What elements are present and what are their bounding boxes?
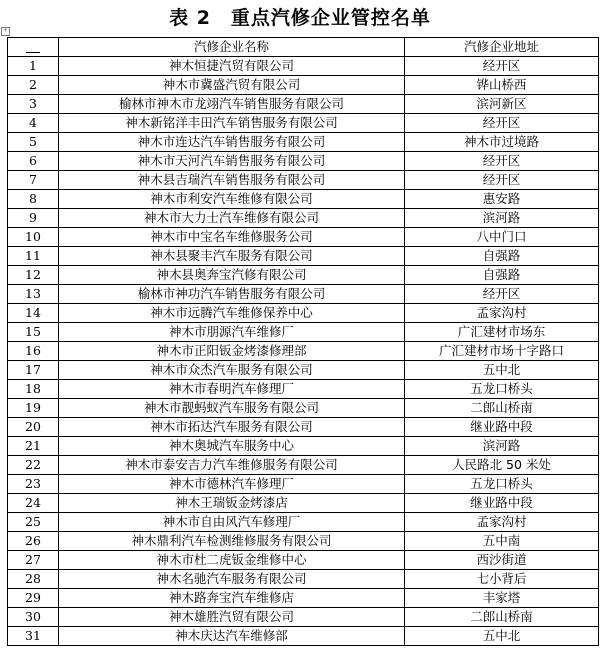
- table-row: [8, 532, 599, 551]
- row-number: 2: [8, 76, 59, 95]
- table-row: [8, 304, 599, 323]
- row-enterprise-name: 神木市自由风汽车修理厂: [59, 513, 405, 532]
- row-enterprise-name: 神木市朋源汽车维修厂: [59, 323, 405, 342]
- row-number: 24: [8, 494, 59, 513]
- row-enterprise-address: 经开区: [405, 57, 599, 76]
- row-enterprise-name: 神木鼎利汽车检测维修服务有限公司: [59, 532, 405, 551]
- row-enterprise-address: 五中北: [405, 627, 599, 646]
- row-enterprise-address: 五中北: [405, 361, 599, 380]
- row-enterprise-address: 西沙街道: [405, 551, 599, 570]
- row-number: 13: [8, 285, 59, 304]
- row-number: 16: [8, 342, 59, 361]
- row-enterprise-name: 神木市大力士汽车维修有限公司: [59, 209, 405, 228]
- page-title: 表 2 重点汽修企业管控名单: [169, 7, 431, 29]
- table-row: [8, 589, 599, 608]
- row-enterprise-name: 神木市泰安吉力汽车维修服务有限公司: [59, 456, 405, 475]
- row-enterprise-name: 神木市众杰汽车服务有限公司: [59, 361, 405, 380]
- row-enterprise-address: 二郎山桥南: [405, 399, 599, 418]
- row-enterprise-address: 自强路: [405, 247, 599, 266]
- row-number: 3: [8, 95, 59, 114]
- row-enterprise-name: 神木市远腾汽车维修保养中心: [59, 304, 405, 323]
- table-row: [8, 494, 599, 513]
- row-enterprise-address: 滨河新区: [405, 95, 599, 114]
- row-enterprise-address: 孟家沟村: [405, 513, 599, 532]
- row-number: 26: [8, 532, 59, 551]
- row-number: 28: [8, 570, 59, 589]
- table-move-handle[interactable]: +: [2, 27, 9, 34]
- row-enterprise-address: 经开区: [405, 285, 599, 304]
- enterprise-table: [7, 37, 599, 646]
- table-row: [8, 513, 599, 532]
- row-enterprise-address: 经开区: [405, 114, 599, 133]
- table-row: [8, 285, 599, 304]
- header-enterprise-name: 汽修企业名称: [59, 38, 405, 57]
- table-row: [8, 76, 599, 95]
- table-row: [8, 209, 599, 228]
- table-row: [8, 190, 599, 209]
- row-number: 31: [8, 627, 59, 646]
- table-row: [8, 475, 599, 494]
- row-enterprise-address: 惠安路: [405, 190, 599, 209]
- row-number: 8: [8, 190, 59, 209]
- table-row: [8, 228, 599, 247]
- row-enterprise-name: 榆林市神木市龙翊汽车销售服务有限公司: [59, 95, 405, 114]
- table-row: [8, 608, 599, 627]
- row-number: 5: [8, 133, 59, 152]
- table-row: [8, 266, 599, 285]
- row-enterprise-address: 丰家塔: [405, 589, 599, 608]
- row-enterprise-name: 神木市拓达汽车服务有限公司: [59, 418, 405, 437]
- row-enterprise-name: 神木名驰汽车服务有限公司: [59, 570, 405, 589]
- table-row: [8, 152, 599, 171]
- row-number: 14: [8, 304, 59, 323]
- row-enterprise-name: 神木市中宝名车维修服务公司: [59, 228, 405, 247]
- table-row: [8, 399, 599, 418]
- row-enterprise-name: 神木市冀盛汽贸有限公司: [59, 76, 405, 95]
- row-enterprise-address: 七小背后: [405, 570, 599, 589]
- table-row: [8, 114, 599, 133]
- row-enterprise-name: 神木市德林汽车修理厂: [59, 475, 405, 494]
- row-enterprise-address: 继业路中段: [405, 494, 599, 513]
- row-enterprise-address: 二郎山桥南: [405, 608, 599, 627]
- row-enterprise-address: 经开区: [405, 171, 599, 190]
- table-row: [8, 342, 599, 361]
- header-number: [8, 38, 59, 57]
- row-enterprise-name: 神木市利安汽车维修有限公司: [59, 190, 405, 209]
- row-enterprise-name: 神木新铭洋丰田汽车销售服务有限公司: [59, 114, 405, 133]
- row-number: 20: [8, 418, 59, 437]
- table-row: [8, 551, 599, 570]
- row-number: 23: [8, 475, 59, 494]
- row-enterprise-address: 广汇建材市场东: [405, 323, 599, 342]
- row-number: 30: [8, 608, 59, 627]
- row-enterprise-address: 神木市过境路: [405, 133, 599, 152]
- table-row: [8, 418, 599, 437]
- row-enterprise-name: 神木庆达汽车维修部: [59, 627, 405, 646]
- row-number: 10: [8, 228, 59, 247]
- row-number: 15: [8, 323, 59, 342]
- row-enterprise-name: 神木市连达汽车销售服务有限公司: [59, 133, 405, 152]
- row-enterprise-name: 神木县聚丰汽车服务有限公司: [59, 247, 405, 266]
- row-number: 11: [8, 247, 59, 266]
- table-row: [8, 361, 599, 380]
- row-enterprise-address: 人民路北 50 米处: [405, 456, 599, 475]
- row-enterprise-address: 五龙口桥头: [405, 380, 599, 399]
- row-number: 25: [8, 513, 59, 532]
- row-enterprise-address: 五龙口桥头: [405, 475, 599, 494]
- row-enterprise-address: 八中门口: [405, 228, 599, 247]
- row-enterprise-name: 榆林市神功汽车销售服务有限公司: [59, 285, 405, 304]
- row-number: 29: [8, 589, 59, 608]
- row-number: 1: [8, 57, 59, 76]
- table-row: [8, 133, 599, 152]
- row-enterprise-address: 铧山桥西: [405, 76, 599, 95]
- row-enterprise-name: 神木恒捷汽贸有限公司: [59, 57, 405, 76]
- row-enterprise-name: 神木县奥奔宝汽修有限公司: [59, 266, 405, 285]
- table-row: [8, 57, 599, 76]
- row-number: 21: [8, 437, 59, 456]
- row-enterprise-name: 神木路奔宝汽车维修店: [59, 589, 405, 608]
- row-number: 19: [8, 399, 59, 418]
- row-enterprise-address: 五中南: [405, 532, 599, 551]
- header-enterprise-address: 汽修企业地址: [405, 38, 599, 57]
- table-row: [8, 95, 599, 114]
- row-enterprise-name: 神木县吉瑞汽车销售服务有限公司: [59, 171, 405, 190]
- row-enterprise-name: 神木雄胜汽贸有限公司: [59, 608, 405, 627]
- row-enterprise-address: 经开区: [405, 152, 599, 171]
- row-enterprise-name: 神木市正阳钣金烤漆修理部: [59, 342, 405, 361]
- table-row: [8, 380, 599, 399]
- row-number: 27: [8, 551, 59, 570]
- row-enterprise-address: 滨河路: [405, 437, 599, 456]
- row-enterprise-address: 自强路: [405, 266, 599, 285]
- row-enterprise-name: 神木市杜二虎钣金维修中心: [59, 551, 405, 570]
- row-enterprise-address: 广汇建材市场十字路口: [405, 342, 599, 361]
- row-enterprise-name: 神木市靓蚂蚁汽车服务有限公司: [59, 399, 405, 418]
- row-enterprise-address: 孟家沟村: [405, 304, 599, 323]
- table-row: [8, 171, 599, 190]
- table-row: [8, 570, 599, 589]
- table-header-row: [8, 38, 599, 57]
- table-row: [8, 323, 599, 342]
- table-row: [8, 456, 599, 475]
- table-row: [8, 437, 599, 456]
- row-enterprise-name: 神木市春明汽车修理厂: [59, 380, 405, 399]
- row-number: 4: [8, 114, 59, 133]
- row-number: 18: [8, 380, 59, 399]
- row-enterprise-address: 继业路中段: [405, 418, 599, 437]
- row-enterprise-name: 神木市天河汽车销售服务有限公司: [59, 152, 405, 171]
- row-enterprise-name: 神木奥城汽车服务中心: [59, 437, 405, 456]
- table-row: [8, 627, 599, 646]
- row-enterprise-address: 滨河路: [405, 209, 599, 228]
- row-number: 17: [8, 361, 59, 380]
- row-number: 22: [8, 456, 59, 475]
- row-number: 12: [8, 266, 59, 285]
- table-row: [8, 247, 599, 266]
- row-number: 9: [8, 209, 59, 228]
- row-number: 7: [8, 171, 59, 190]
- row-number: 6: [8, 152, 59, 171]
- row-enterprise-name: 神木王瑞钣金烤漆店: [59, 494, 405, 513]
